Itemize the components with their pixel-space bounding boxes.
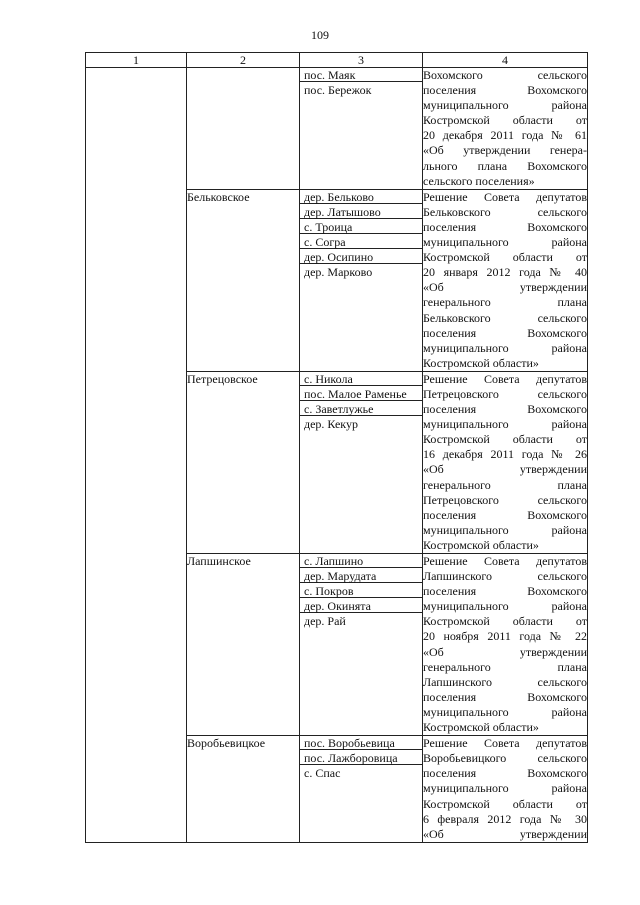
decision-text-line: Костромской области» [423,537,539,552]
locality-item: пос. Малое Раменье [300,387,422,401]
decision-text-line: поселения Вохомского [423,689,587,704]
locality-item: дер. Окинята [300,599,422,613]
locality-item: пос. Маяк [300,68,422,82]
decision-text-line: 20 декабря 2011 года № 61 [423,128,587,143]
region-cell [86,68,187,843]
settlement-cell [187,554,300,736]
decision-text-line: Решение Совета депутатов [423,189,587,204]
settlement-name: Бельковское [187,189,250,204]
settlement-name: Воробьевицкое [187,736,266,751]
settlement-cell [187,189,300,371]
decision-text-line: 6 февраля 2012 года № 30 [423,811,587,826]
decision-text-line: муниципального района [423,340,587,355]
settlement-cell [187,68,300,190]
decision-cell [423,736,588,843]
settlement-cell [187,371,300,553]
decision-text-line: Костромской области от [423,796,587,811]
decision-text-line: Костромской области от [423,250,587,265]
locality-item: с. Заветлужье [300,402,422,416]
locality-item: дер. Марково [304,265,373,280]
decision-text-line: Бельковского сельского [423,310,587,325]
decision-text-line: муниципального района [423,98,587,113]
decision-text-line: поселения Вохомского [423,402,587,417]
locality-item: пос. Лажборовица [300,751,422,765]
decision-text-line: муниципального района [423,781,587,796]
locality-item: пос. Бережок [304,83,372,98]
decision-text-line: Костромской области от [423,614,587,629]
decision-text-line: «Об утверждении генера- [423,143,587,158]
decision-text-line: Костромской области» [423,720,539,735]
settlement-name: Петрецовское [187,371,258,386]
decision-text-line: Петрецовского сельского [423,386,587,401]
decision-cell [423,68,588,190]
decision-text-line: генерального плана [423,295,587,310]
decision-text-line: «Об утверждении [423,462,587,477]
decision-text-line: муниципального района [423,704,587,719]
decision-text-line: поселения Вохомского [423,766,587,781]
decision-text-line: генерального плана [423,659,587,674]
locality-item: с. Согра [300,235,422,249]
locality-item: с. Троица [300,220,422,234]
decision-text-line: «Об утверждении [423,644,587,659]
localities-cell [300,189,423,371]
decision-text-line: сельского поселения» [423,173,535,188]
decision-text-line: поселения Вохомского [423,219,587,234]
locality-item: с. Никола [300,372,422,386]
localities-cell [300,736,423,843]
locality-item: дер. Марудата [300,569,422,583]
decision-text-line: Воробьевицкого сельского [423,751,587,766]
locality-item: с. Лапшино [300,554,422,568]
decision-cell [423,554,588,736]
settlement-cell [187,736,300,843]
header-col-2: 2 [187,53,300,68]
decision-text-line: Решение Совета депутатов [423,371,587,386]
locality-item: дер. Латышово [300,205,422,219]
decision-text-line: «Об утверждении [423,826,587,841]
settlements-table [85,52,588,843]
locality-item: дер. Рай [304,614,346,629]
header-col-1: 1 [86,53,187,68]
decision-text-line: 20 ноября 2011 года № 22 [423,629,587,644]
decision-text-line: Решение Совета депутатов [423,736,587,751]
page-number: 109 [311,28,329,42]
decision-text-line: поселения Вохомского [423,83,587,98]
decision-cell [423,371,588,553]
decision-text-line: Лапшинского сельского [423,674,587,689]
locality-item: с. Покров [300,584,422,598]
decision-text-line: льного плана Вохомского [423,158,587,173]
locality-item: пос. Воробьевица [300,736,422,750]
decision-text-line: Бельковского сельского [423,204,587,219]
decision-text-line: Вохомского сельского [423,68,587,82]
locality-item: дер. Осипино [300,250,422,264]
decision-text-line: поселения Вохомского [423,584,587,599]
localities-cell [300,371,423,553]
table-row [86,68,588,190]
decision-cell [423,189,588,371]
decision-text-line: генерального плана [423,477,587,492]
header-row [86,53,588,68]
decision-text-line: Костромской области от [423,113,587,128]
locality-item: дер. Кекур [304,417,358,432]
decision-text-line: муниципального района [423,599,587,614]
decision-text-line: Костромской области» [423,355,539,370]
settlement-name: Лапшинское [187,554,251,568]
decision-text-line: Лапшинского сельского [423,569,587,584]
localities-cell [300,68,423,190]
decision-text-line: муниципального района [423,417,587,432]
decision-text-line: 16 декабря 2011 года № 26 [423,447,587,462]
header-col-4: 4 [423,53,588,68]
decision-text-line: поселения Вохомского [423,325,587,340]
decision-text-line: «Об утверждении [423,280,587,295]
decision-text-line: Решение Совета депутатов [423,554,587,568]
header-col-3: 3 [300,53,423,68]
localities-cell [300,554,423,736]
decision-text-line: муниципального района [423,522,587,537]
locality-item: с. Спас [304,766,341,781]
locality-item: дер. Бельково [300,190,422,204]
decision-text-line: поселения Вохомского [423,507,587,522]
decision-text-line: Петрецовского сельского [423,492,587,507]
decision-text-line: Костромской области от [423,432,587,447]
decision-text-line: муниципального района [423,235,587,250]
decision-text-line: 20 января 2012 года № 40 [423,265,587,280]
